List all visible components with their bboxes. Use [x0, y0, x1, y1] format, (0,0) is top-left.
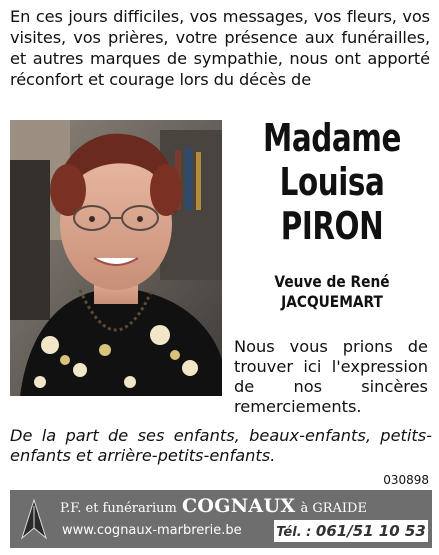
deceased-last-name: PIRON — [280, 204, 384, 248]
funeral-home-name — [60, 495, 367, 517]
deceased-name — [232, 116, 432, 248]
funeral-home-banner — [10, 490, 432, 548]
funeral-home-location: à GRAIDE — [300, 501, 367, 516]
portrait-photo — [10, 120, 222, 396]
widow-line-1: Veuve de René — [274, 272, 390, 291]
deceased-title: Madame — [262, 116, 401, 160]
funeral-home-website: www.cognaux-marbrerie.be — [62, 523, 242, 538]
reference-number: 030898 — [383, 473, 429, 487]
portrait-image — [10, 120, 222, 396]
intro-text: En ces jours difficiles, vos messages, vos fleurs, vos visites, vos prières, votre présence aux funérailles, et autres marques de sympathie, nous ont apporté réconfort et courage lors du décès de — [10, 7, 430, 89]
deceased-first-name: Louisa — [279, 160, 385, 204]
funeral-home-brand: COGNAUX — [181, 495, 296, 517]
funeral-home-prefix: P.F. et funérarium — [60, 501, 177, 516]
phone-label: Tél. : — [276, 525, 312, 540]
thanks-text: Nous vous prions de trouver ici l'expression de nos sincères remerciements. — [234, 337, 428, 416]
funeral-home-phone — [274, 520, 428, 542]
from-family-text: De la part de ses enfants, beaux-enfants, petits-enfants et arrière-petits-enfants. — [10, 426, 432, 465]
phone-number: 061/51 10 53 — [315, 522, 426, 540]
widow-line-2: JACQUEMART — [281, 292, 383, 311]
funeral-home-logo-icon — [18, 498, 50, 540]
widow-of — [232, 272, 432, 312]
